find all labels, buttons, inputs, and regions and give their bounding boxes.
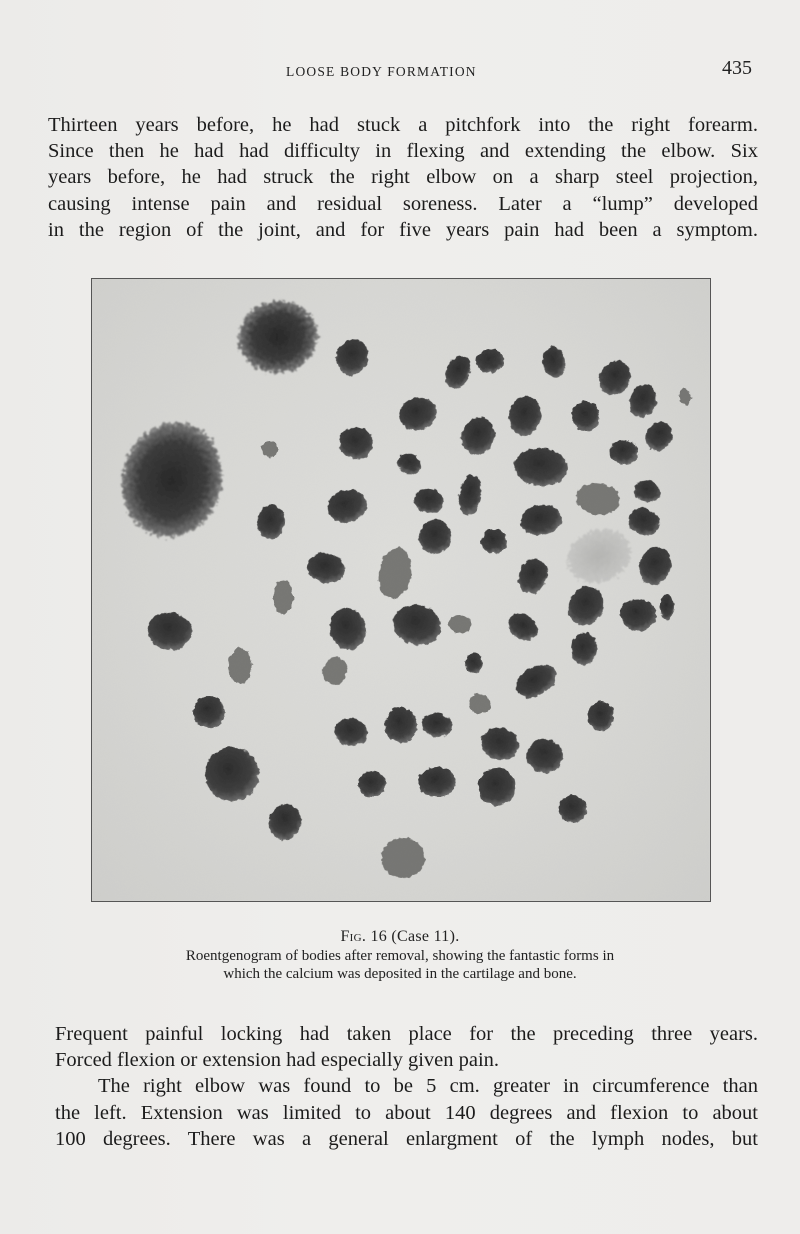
paragraph-examination bbox=[55, 1021, 758, 1152]
loose-body bbox=[145, 608, 195, 653]
loose-body bbox=[375, 545, 416, 602]
figure-number: Fig. 16 bbox=[340, 928, 388, 945]
text-line: the left. Extension was limited to about 140 degrees and flexion to about bbox=[55, 1101, 758, 1124]
loose-body bbox=[593, 355, 637, 401]
loose-body bbox=[448, 615, 472, 633]
loose-body bbox=[232, 295, 323, 380]
figure-case: (Case 11). bbox=[391, 928, 460, 945]
loose-body bbox=[588, 701, 614, 731]
loose-body bbox=[109, 411, 236, 549]
loose-body bbox=[396, 394, 441, 435]
text-line: Thirteen years before, he had stuck a pitchfork into the right forearm. bbox=[48, 114, 758, 136]
loose-body bbox=[324, 485, 371, 526]
loose-body bbox=[331, 335, 373, 380]
caption-line: Roentgenogram of bodies after removal, showing the fantastic forms in bbox=[185, 948, 615, 964]
loose-body bbox=[420, 711, 454, 740]
text-line: 100 degrees. There was a general enlargment of the lymph nodes, but bbox=[55, 1127, 758, 1150]
loose-body bbox=[574, 479, 623, 518]
loose-body bbox=[625, 504, 664, 539]
loose-body bbox=[412, 487, 446, 516]
loose-body bbox=[563, 581, 609, 630]
loose-body bbox=[379, 836, 426, 880]
loose-body bbox=[440, 352, 476, 393]
loose-body bbox=[465, 653, 483, 673]
loose-body bbox=[620, 599, 656, 631]
roentgenogram-image bbox=[92, 279, 709, 900]
paragraph-case-history bbox=[48, 112, 758, 243]
loose-body bbox=[610, 440, 638, 464]
text-line: causing intense pain and residual soreness. Later a “lump” developed bbox=[48, 192, 758, 215]
page-number: 435 bbox=[722, 57, 752, 79]
loose-body bbox=[305, 550, 348, 586]
loose-body bbox=[625, 381, 661, 422]
running-head: LOOSE BODY FORMATION bbox=[286, 64, 477, 79]
loose-body bbox=[512, 446, 569, 489]
text-line: Frequent painful locking had taken place for the preceding three years. bbox=[55, 1023, 758, 1045]
loose-body bbox=[572, 401, 600, 431]
loose-body bbox=[385, 707, 417, 743]
loose-body bbox=[265, 800, 305, 843]
text-line: years before, he had struck the right elbow on a sharp steel projection, bbox=[48, 166, 758, 189]
loose-body bbox=[631, 476, 663, 506]
loose-body bbox=[559, 795, 587, 823]
loose-body bbox=[394, 449, 425, 478]
figure-label bbox=[0, 928, 800, 946]
loose-body bbox=[319, 654, 351, 689]
loose-body bbox=[540, 344, 567, 379]
text-line: Forced flexion or extension had especially given pain. bbox=[55, 1049, 500, 1072]
loose-body bbox=[640, 417, 678, 456]
loose-body bbox=[358, 771, 386, 797]
loose-body bbox=[201, 743, 264, 806]
text-line: The right elbow was found to be 5 cm. greater in circumference than bbox=[98, 1075, 758, 1098]
loose-body bbox=[478, 768, 516, 806]
text-line: in the region of the joint, and for five years pain had been a symptom. bbox=[48, 218, 758, 241]
loose-body bbox=[679, 389, 691, 405]
roentgenogram-figure bbox=[91, 278, 711, 902]
loose-body bbox=[389, 599, 446, 650]
loose-body bbox=[415, 516, 455, 557]
loose-body bbox=[327, 605, 370, 653]
loose-body bbox=[481, 529, 507, 553]
loose-body bbox=[273, 580, 293, 614]
loose-body bbox=[228, 648, 252, 684]
loose-body bbox=[503, 609, 543, 646]
loose-body bbox=[510, 658, 562, 704]
loose-body bbox=[261, 441, 279, 457]
loose-body bbox=[469, 694, 491, 714]
loose-body bbox=[518, 502, 565, 539]
loose-body bbox=[524, 736, 565, 776]
loose-body bbox=[506, 394, 544, 439]
loose-body bbox=[456, 473, 485, 516]
loose-body bbox=[660, 594, 674, 620]
loose-body bbox=[256, 504, 287, 540]
loose-body bbox=[560, 521, 638, 592]
loose-body bbox=[335, 423, 376, 463]
loose-body bbox=[478, 724, 523, 765]
loose-body bbox=[632, 542, 677, 590]
loose-body bbox=[476, 349, 504, 373]
loose-body bbox=[193, 696, 225, 728]
text-line: Since then he had had difficulty in flexing and extending the elbow. Six bbox=[48, 140, 758, 163]
loose-body bbox=[514, 554, 553, 597]
loose-body bbox=[418, 767, 456, 797]
figure-caption bbox=[0, 947, 800, 983]
loose-body bbox=[456, 413, 499, 460]
caption-line: which the calcium was deposited in the cartilage and bone. bbox=[223, 966, 577, 982]
loose-body bbox=[568, 631, 599, 667]
loose-body bbox=[332, 715, 370, 748]
